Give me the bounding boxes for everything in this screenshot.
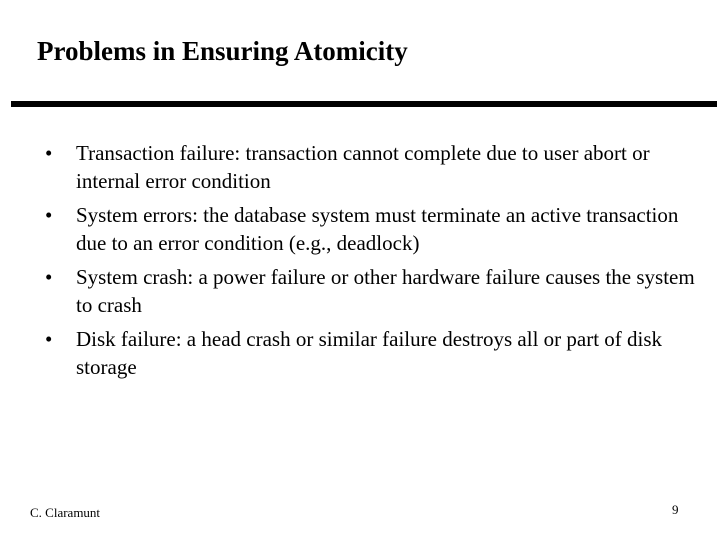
bullet-item (45, 263, 695, 319)
title-divider (11, 101, 717, 107)
bullet-item (45, 325, 695, 381)
bullet-text: System crash: a power failure or other hardware failure causes the system to crash (76, 265, 695, 317)
bullet-text: System errors: the database system must terminate an active transaction due to an error condition (e.g., deadlock) (76, 203, 679, 255)
bullet-list (45, 139, 695, 387)
bullet-icon: • (45, 141, 53, 165)
bullet-item (45, 139, 695, 195)
footer-author: C. Claramunt (30, 505, 101, 520)
bullet-icon: • (45, 327, 53, 351)
bullet-icon: • (45, 203, 53, 227)
bullet-text: Transaction failure: transaction cannot complete due to user abort or internal error condition (76, 141, 650, 193)
bullet-icon: • (45, 265, 53, 289)
bullet-item (45, 201, 695, 257)
bullet-text: Disk failure: a head crash or similar failure destroys all or part of disk storage (76, 327, 663, 379)
page-number: 9 (672, 502, 679, 517)
slide-title: Problems in Ensuring Atomicity (37, 36, 408, 66)
